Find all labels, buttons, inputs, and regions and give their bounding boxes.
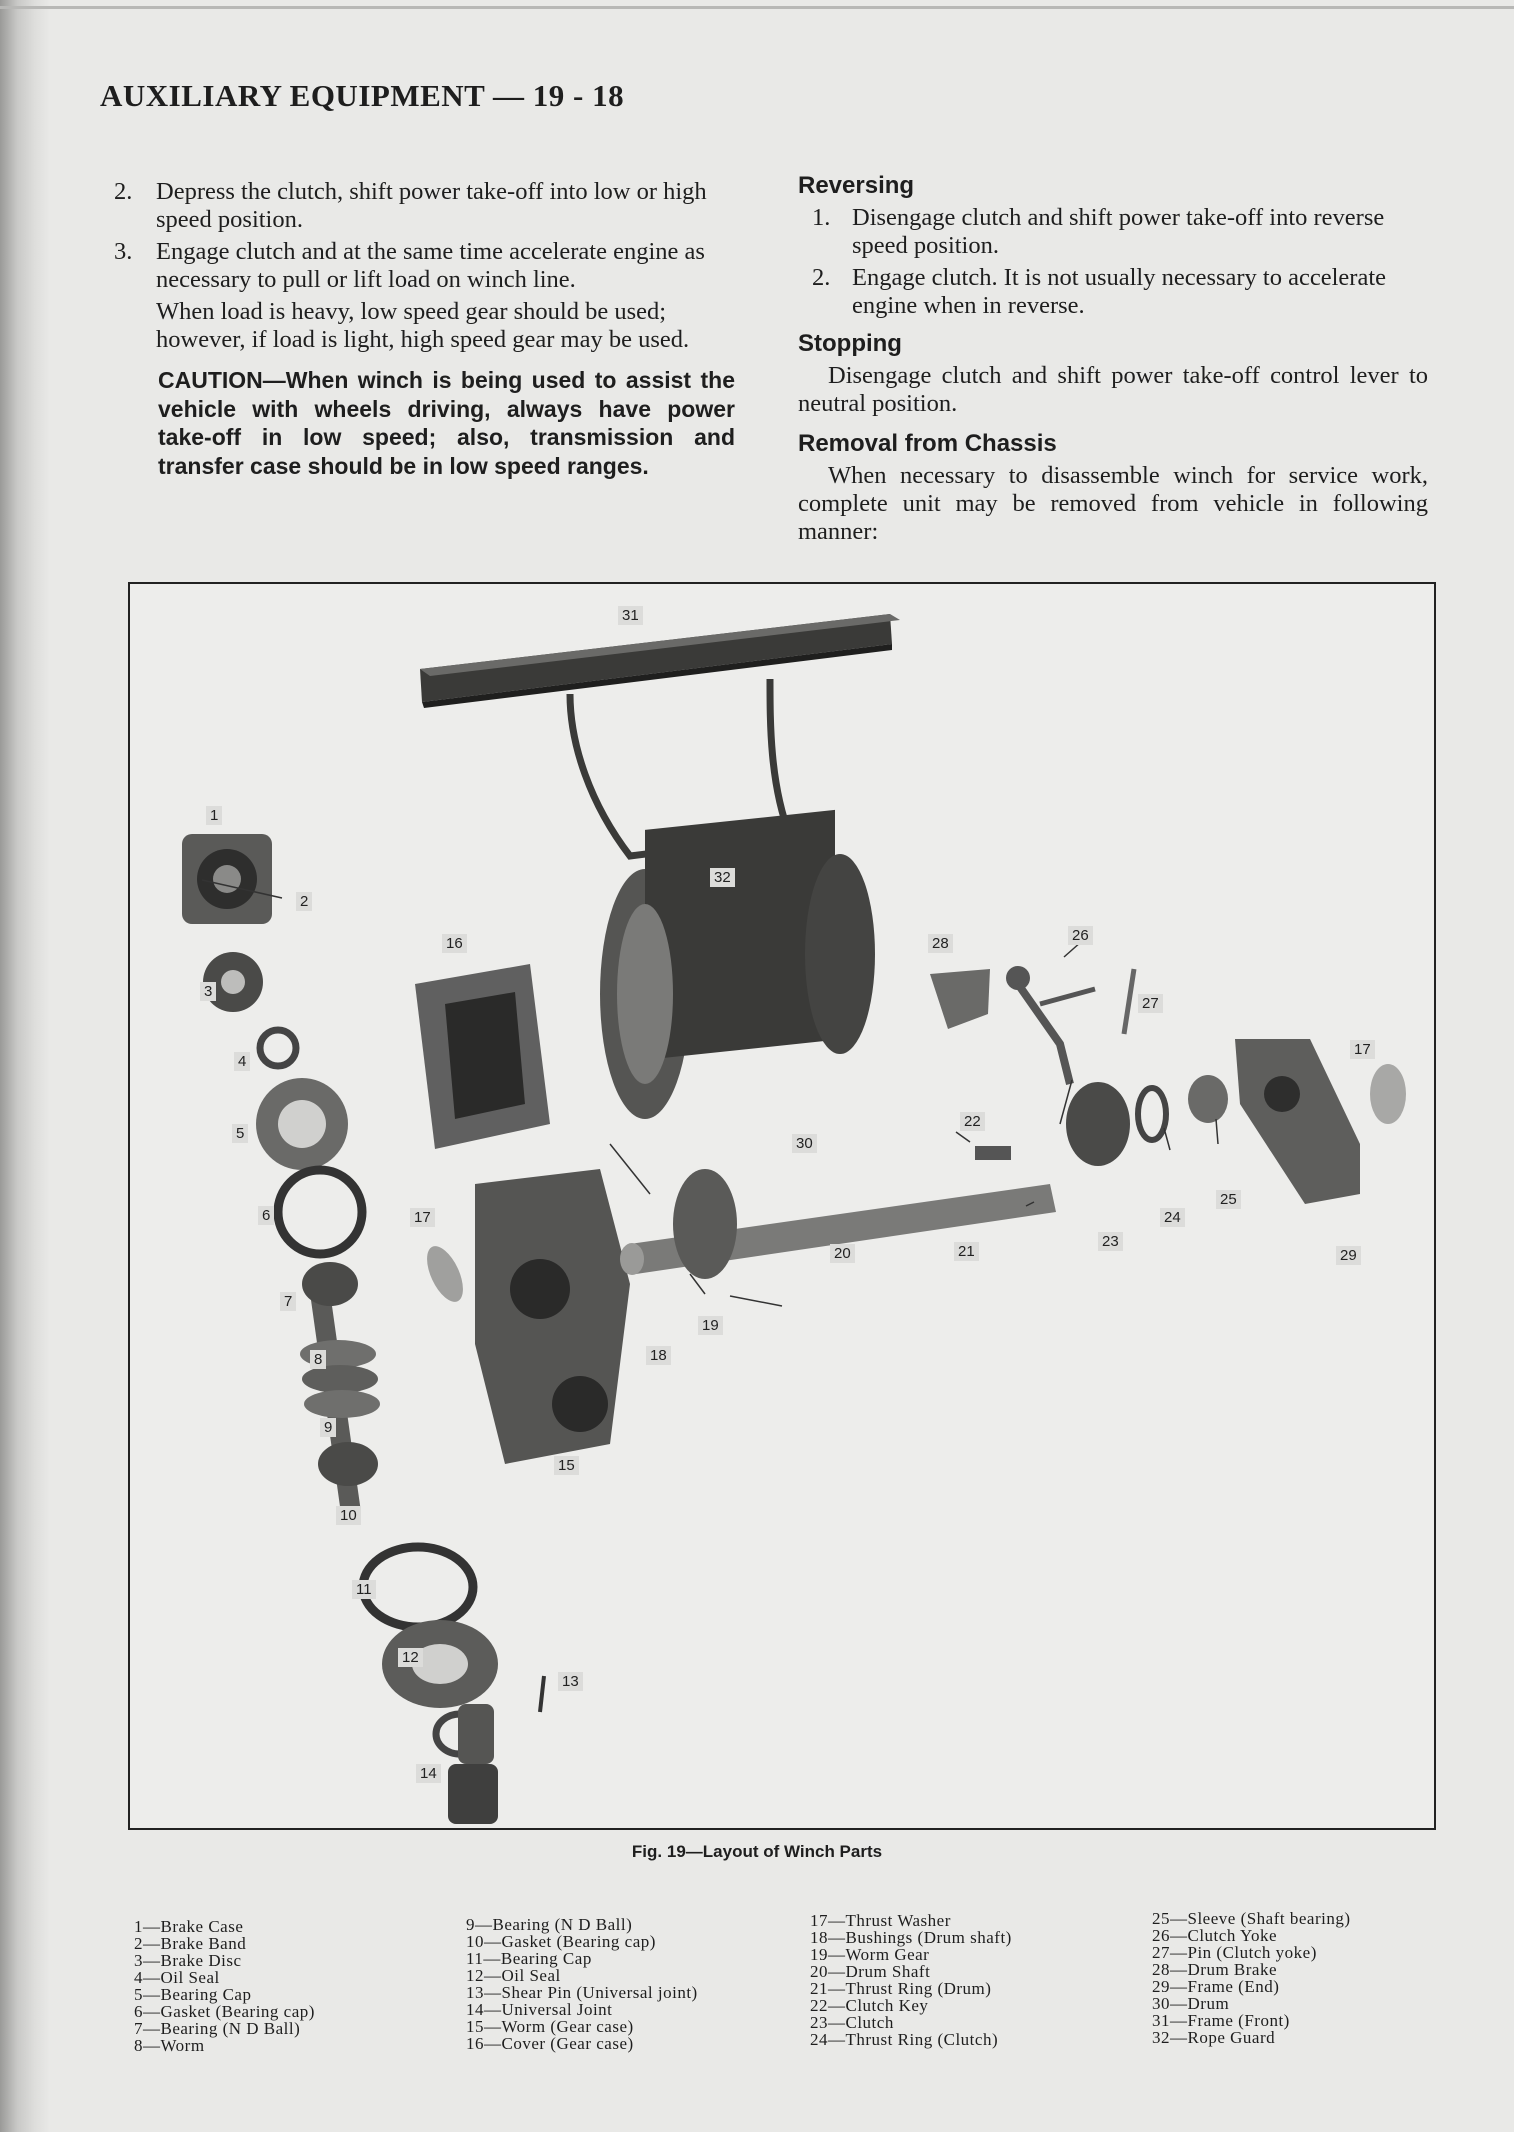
legend-item: 15—Worm (Gear case) <box>466 2017 634 2036</box>
legend-item: 5—Bearing Cap <box>134 1985 252 2004</box>
front-frame-part <box>420 614 900 708</box>
legend-item: 28—Drum Brake <box>1152 1960 1278 1979</box>
step-text: Engage clutch and at the same time accelerate engine as necessary to pull or lift load on winch line. <box>156 238 705 293</box>
gear-case-part <box>475 1169 630 1464</box>
reversing-heading: Reversing <box>798 172 915 199</box>
callout-22: 22 <box>960 1112 985 1131</box>
callout-5: 5 <box>232 1124 248 1143</box>
brake-case-part <box>182 834 272 924</box>
step-number: 3. <box>114 238 133 265</box>
callout-7: 7 <box>280 1292 296 1311</box>
legend-item: 26—Clutch Yoke <box>1152 1926 1278 1945</box>
callout-2: 2 <box>296 892 312 911</box>
stopping-heading: Stopping <box>798 330 902 357</box>
thrust-ring-clutch-part <box>1138 1088 1166 1140</box>
legend-item: 2—Brake Band <box>134 1934 247 1953</box>
callout-3: 3 <box>200 982 216 1001</box>
legend-item: 13—Shear Pin (Universal joint) <box>466 1983 698 2002</box>
legend-item: 32—Rope Guard <box>1152 2028 1276 2047</box>
page-header: AUXILIARY EQUIPMENT — 19 - 18 <box>100 78 625 113</box>
gasket-10-part <box>363 1547 473 1627</box>
callout-19: 19 <box>698 1316 723 1335</box>
callout-12: 12 <box>398 1648 423 1667</box>
callout-30: 30 <box>792 1134 817 1153</box>
callout-23: 23 <box>1098 1232 1123 1251</box>
clutch-yoke-pin-part <box>1124 969 1134 1034</box>
step-number: 2. <box>812 264 831 291</box>
removal-text: When necessary to disassemble winch for service work, complete unit may be removed from vehicle in following manner: <box>798 462 1428 545</box>
legend-item: 17—Thrust Washer <box>810 1911 951 1930</box>
callout-10: 10 <box>336 1506 361 1525</box>
sleeve-part <box>1188 1075 1228 1123</box>
legend-item: 22—Clutch Key <box>810 1996 929 2015</box>
clutch-yoke-part <box>1006 966 1095 1084</box>
legend-item: 23—Clutch <box>810 2013 894 2032</box>
callout-17-right: 17 <box>1350 1040 1375 1059</box>
clutch-key-part <box>975 1146 1011 1160</box>
callout-26: 26 <box>1068 926 1093 945</box>
legend-item: 8—Worm <box>134 2036 205 2055</box>
universal-joint-part <box>448 1704 498 1824</box>
callout-32: 32 <box>710 868 735 887</box>
stopping-text: Disengage clutch and shift power take-off control lever to neutral position. <box>798 362 1428 417</box>
callout-31: 31 <box>618 606 643 625</box>
legend-item: 25—Sleeve (Shaft bearing) <box>1152 1909 1351 1928</box>
legend-item: 12—Oil Seal <box>466 1966 561 1985</box>
step-text: Disengage clutch and shift power take-off into reverse speed position. <box>852 204 1385 259</box>
shear-pin-part <box>540 1676 544 1712</box>
drum-brake-part <box>930 969 990 1029</box>
legend-item: 27—Pin (Clutch yoke) <box>1152 1943 1317 1962</box>
legend-column-1 <box>134 1918 315 2054</box>
winch-parts-figure <box>128 582 1436 1830</box>
legend-item: 14—Universal Joint <box>466 2000 613 2019</box>
end-frame-part <box>1235 1039 1360 1204</box>
callout-27: 27 <box>1138 994 1163 1013</box>
worm-gear-part <box>673 1169 737 1279</box>
callout-6: 6 <box>258 1206 274 1225</box>
load-paragraph: When load is heavy, low speed gear should be used; however, if load is light, high speed gear may be used. <box>156 298 690 353</box>
legend-column-2 <box>466 1916 698 2052</box>
step-number: 1. <box>812 204 831 231</box>
legend-column-3 <box>810 1912 1012 2048</box>
callout-1: 1 <box>206 806 222 825</box>
legend-item: 7—Bearing (N D Ball) <box>134 2019 301 2038</box>
reversing-step-1 <box>798 204 1428 260</box>
callout-13: 13 <box>558 1672 583 1691</box>
callout-15: 15 <box>554 1456 579 1475</box>
figure-caption: Fig. 19—Layout of Winch Parts <box>631 1842 883 1861</box>
callout-16: 16 <box>442 934 467 953</box>
callout-29: 29 <box>1336 1246 1361 1265</box>
callout-14: 14 <box>416 1764 441 1783</box>
legend-item: 19—Worm Gear <box>810 1945 930 1964</box>
callout-20: 20 <box>830 1244 855 1263</box>
legend-item: 11—Bearing Cap <box>466 1949 592 1968</box>
worm-shaft-part <box>300 1262 380 1514</box>
gasket-part <box>278 1170 362 1254</box>
step-text: Depress the clutch, shift power take-off into low or high speed position. <box>156 178 707 233</box>
caution-note: CAUTION—When winch is being used to assist the vehicle with wheels driving, always have power take-off in low speed; also, transmission and transfer case should be in low speed ranges. <box>158 367 735 479</box>
removal-heading: Removal from Chassis <box>798 430 1057 457</box>
legend-item: 30—Drum <box>1152 1994 1230 2013</box>
legend-item: 10—Gasket (Bearing cap) <box>466 1932 656 1951</box>
legend-item: 21—Thrust Ring (Drum) <box>810 1979 992 1998</box>
callout-9: 9 <box>320 1418 336 1437</box>
thrust-washer-right-part <box>1370 1064 1406 1124</box>
legend-item: 24—Thrust Ring (Clutch) <box>810 2030 999 2049</box>
right-column <box>798 172 1428 558</box>
legend-item: 20—Drum Shaft <box>810 1962 931 1981</box>
instruction-step-2 <box>110 178 735 234</box>
step-number: 2. <box>114 178 133 205</box>
reversing-step-2 <box>798 264 1428 320</box>
callout-11: 11 <box>352 1580 376 1599</box>
left-column <box>110 178 735 480</box>
book-spine-shadow <box>0 0 50 2132</box>
legend-item: 31—Frame (Front) <box>1152 2011 1290 2030</box>
callout-25: 25 <box>1216 1190 1241 1209</box>
legend-item: 6—Gasket (Bearing cap) <box>134 2002 315 2021</box>
callout-18: 18 <box>646 1346 671 1365</box>
legend-item: 3—Brake Disc <box>134 1951 242 1970</box>
clutch-part <box>1066 1082 1130 1166</box>
legend-item: 29—Frame (End) <box>1152 1977 1280 1996</box>
callout-21: 21 <box>954 1242 979 1261</box>
page-top-edge <box>0 6 1514 9</box>
callout-24: 24 <box>1160 1208 1185 1227</box>
instruction-step-3 <box>110 238 735 294</box>
legend-item: 9—Bearing (N D Ball) <box>466 1915 633 1934</box>
thrust-washer-part <box>420 1241 471 1307</box>
step-text: Engage clutch. It is not usually necessary to accelerate engine when in reverse. <box>852 264 1387 319</box>
callout-4: 4 <box>234 1052 250 1071</box>
oil-seal-part <box>260 1030 296 1066</box>
legend-column-4 <box>1152 1910 1351 2046</box>
callout-8: 8 <box>310 1350 326 1369</box>
callout-17: 17 <box>410 1208 435 1227</box>
legend-item: 16—Cover (Gear case) <box>466 2034 634 2053</box>
legend-item: 18—Bushings (Drum shaft) <box>810 1928 1012 1947</box>
gear-case-cover-part <box>415 964 550 1149</box>
legend-item: 4—Oil Seal <box>134 1968 220 1987</box>
legend-item: 1—Brake Case <box>134 1917 244 1936</box>
callout-28: 28 <box>928 934 953 953</box>
